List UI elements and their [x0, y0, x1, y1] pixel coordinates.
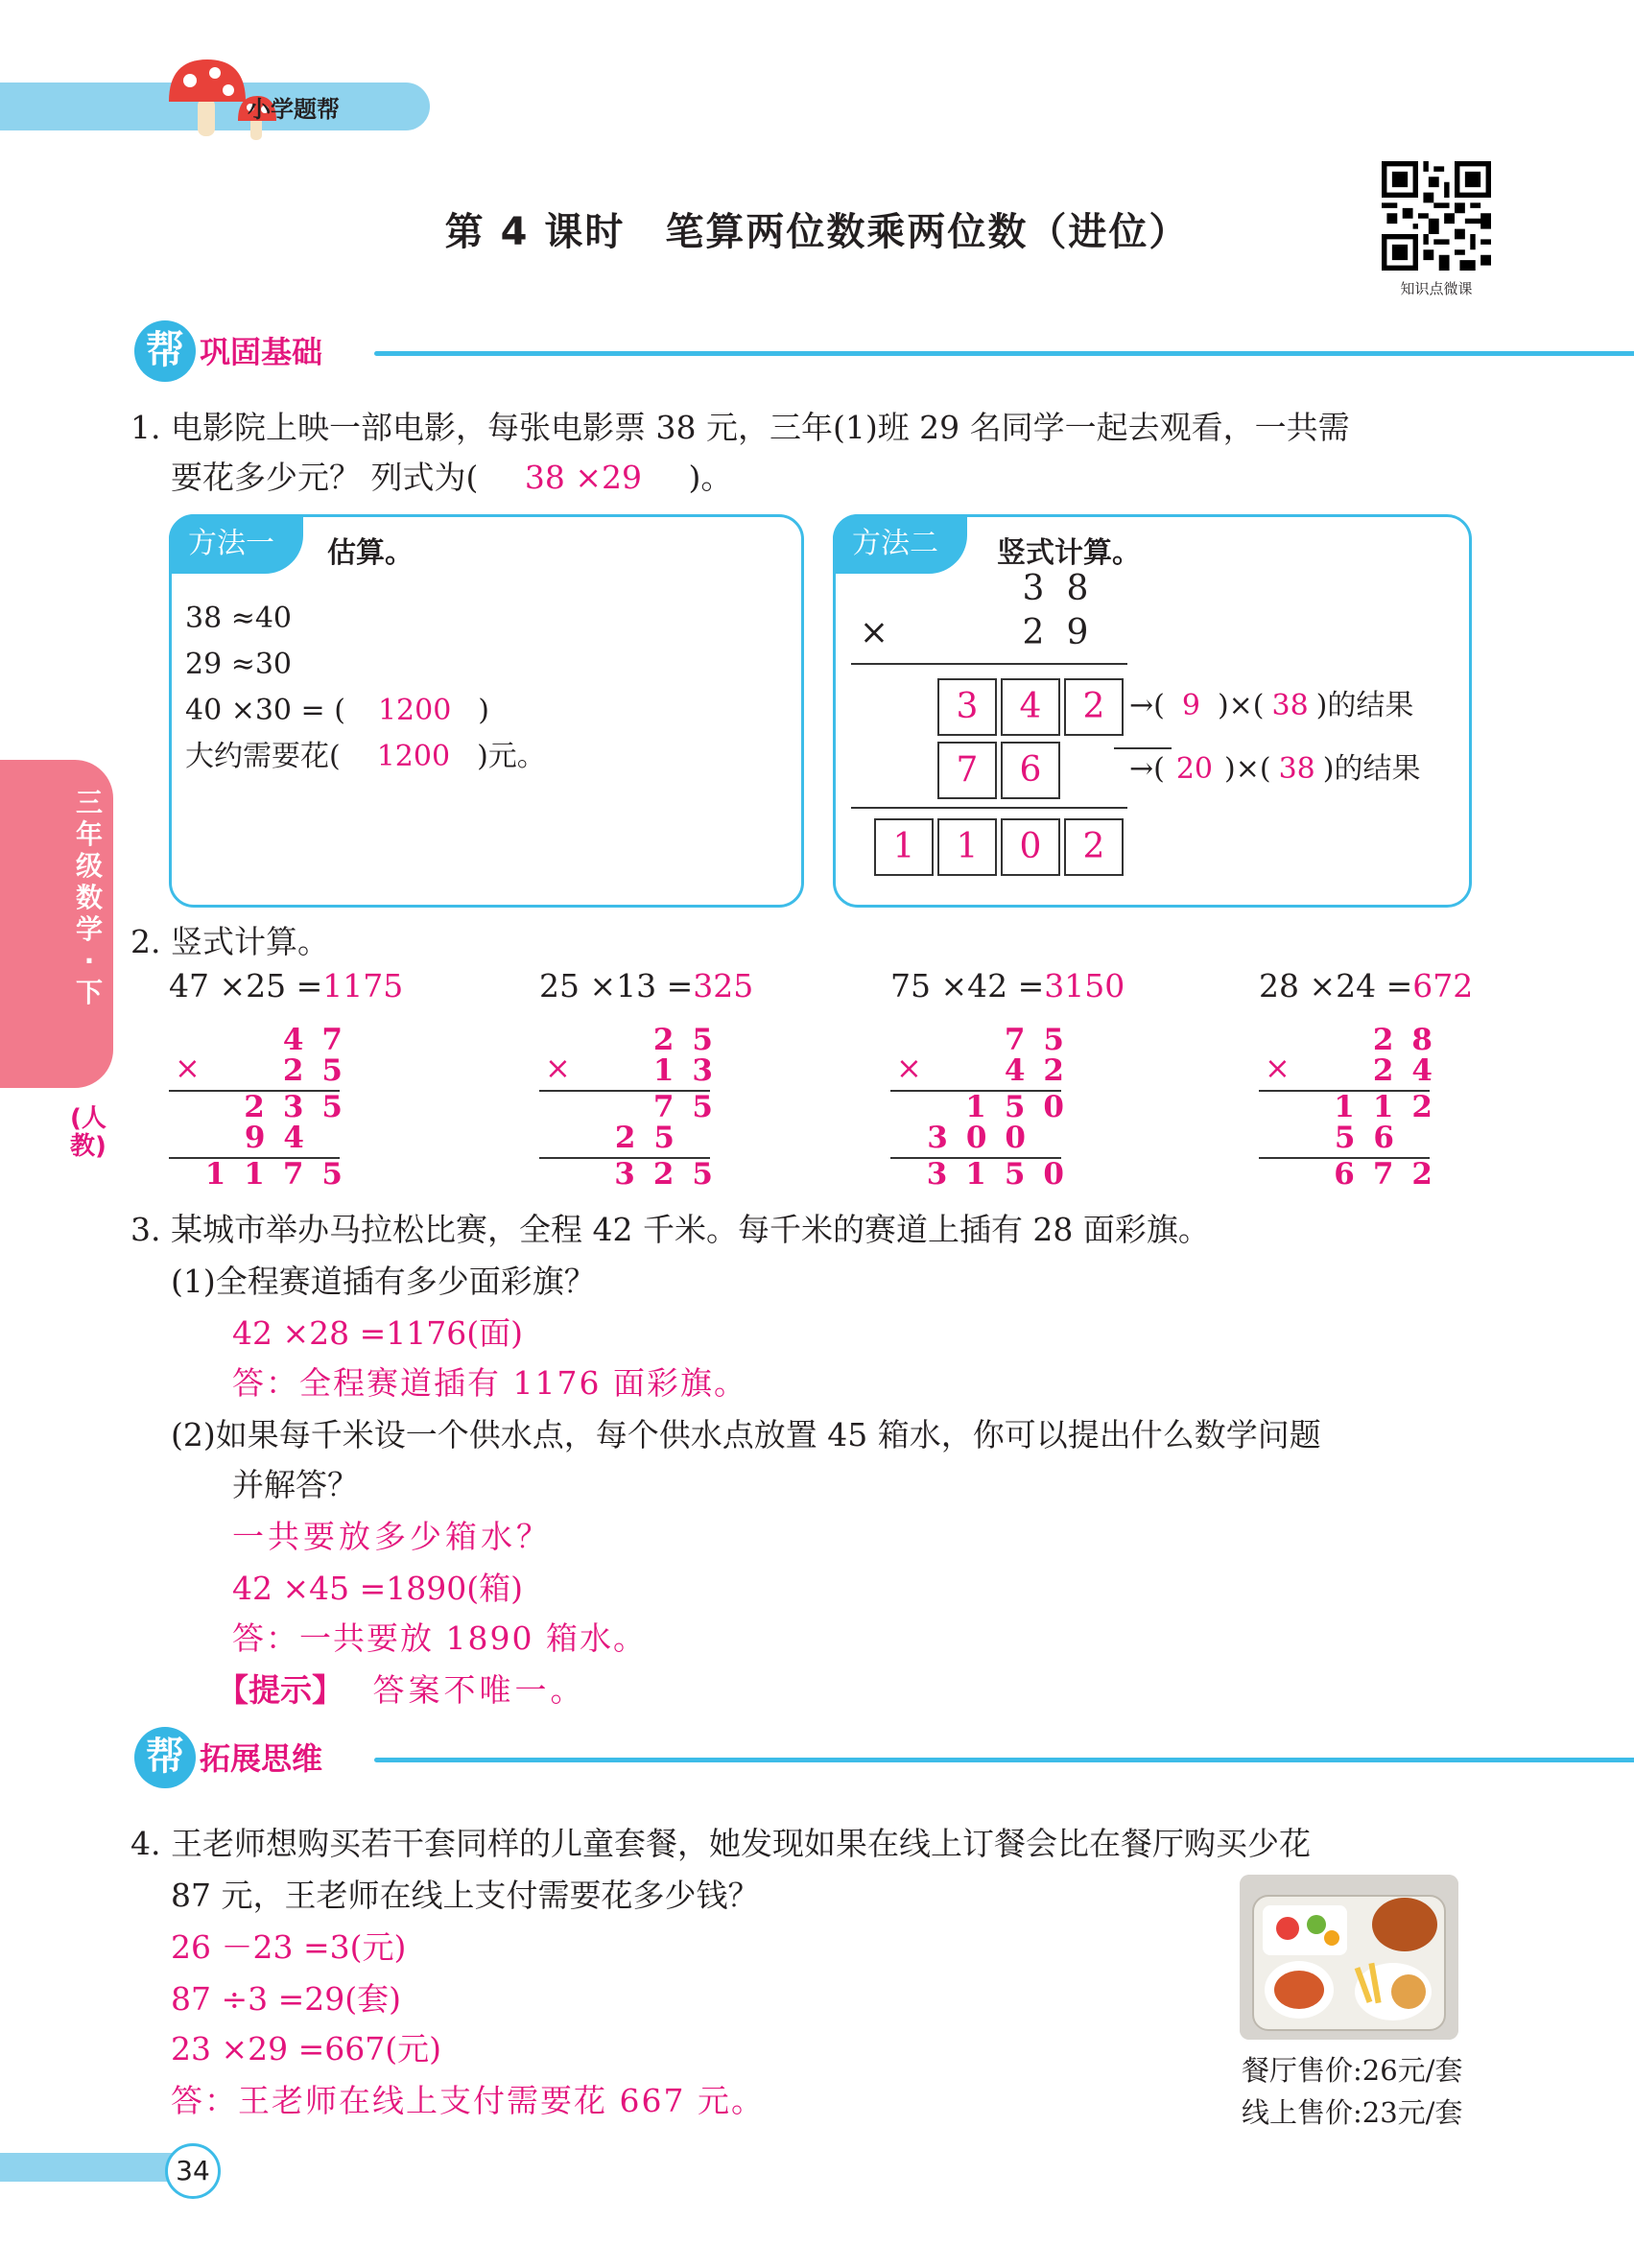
- method1-heading: 估算。: [327, 536, 414, 570]
- calc-answer: 3150: [1044, 967, 1125, 1004]
- m2-partial2-d2: 6: [1001, 742, 1060, 799]
- m2-top-tens: 3: [1022, 569, 1045, 608]
- calc-expression: [169, 967, 403, 1004]
- q1-line2: [171, 453, 842, 503]
- q3-part2-answer: 答：一共要放 1890 箱水。: [232, 1619, 647, 1657]
- calc-partial-2: 56: [1334, 1121, 1412, 1155]
- method1-line4: [185, 734, 546, 780]
- method1-line3: [185, 688, 546, 734]
- method1-box: [169, 514, 804, 908]
- calc-partial-2: 25: [614, 1121, 693, 1155]
- calc-expr: 25 ×13 =: [539, 967, 694, 1004]
- calc-multiplier: 13: [652, 1053, 731, 1088]
- method1-line4-answer: 1200: [376, 740, 451, 773]
- meal-illustration: [1240, 1875, 1458, 2040]
- calc-multiplicand: 47: [282, 1023, 361, 1057]
- side-grade-label: 三年级数学·下: [75, 787, 103, 1008]
- q1-prompt-end: )。: [688, 459, 733, 496]
- calc-expression: [539, 967, 753, 1004]
- method1-work: [185, 596, 546, 780]
- calc-partial-1: 235: [244, 1090, 361, 1124]
- calc-result: 1175: [204, 1157, 361, 1192]
- method1-line3-prefix: 40 ×30 = (: [185, 694, 345, 727]
- q1-line1: 1. 电影院上映一部电影，每张电影票 38 元，三年(1)班 29 名同学一起去观看，一共需: [130, 409, 1350, 446]
- calc-expr: 47 ×25 =: [169, 967, 323, 1004]
- m2-row2-a: 20: [1175, 752, 1214, 786]
- calc-partial-2: 300: [927, 1121, 1044, 1155]
- restaurant-price: 餐厅售价:26元/套: [1242, 2054, 1463, 2087]
- m2-top-ones: 8: [1066, 569, 1089, 608]
- q4-step3: 23 ×29 =667(元): [171, 2030, 441, 2067]
- q3-hint: [217, 1666, 586, 1715]
- method1-line2: 29 ≈30: [185, 648, 293, 681]
- q1-prompt: 要花多少元？ 列式为(: [171, 459, 479, 496]
- calc-result: 325: [614, 1157, 731, 1192]
- page-number: 34: [165, 2143, 221, 2199]
- qr-caption: 知识点微课: [1400, 280, 1473, 297]
- section-title: 巩固基础: [200, 334, 323, 370]
- q4-line1: 4. 王老师想购买若干套同样的儿童套餐，她发现如果在线上订餐会比在餐厅购买少花: [130, 1825, 1311, 1862]
- m2-result-d1: 1: [874, 818, 934, 876]
- vertical-calc: [890, 967, 1125, 1192]
- method1-line4-suffix: )元。: [477, 740, 546, 773]
- m2-rule-2: [851, 807, 1127, 809]
- calc-partial-1: 150: [965, 1090, 1082, 1124]
- m2-partial1-d3: 2: [1064, 678, 1124, 736]
- q4-step1: 26 －23 =3(元): [171, 1928, 407, 1966]
- q3-part2-question: 一共要放多少箱水？: [232, 1518, 552, 1555]
- calc-partial-1: 75: [652, 1090, 731, 1124]
- hint-text: 答案不唯一。: [372, 1671, 586, 1709]
- brand-name: 小学题帮: [248, 96, 340, 123]
- vertical-calc: [169, 967, 404, 1192]
- method2-box: [833, 514, 1472, 908]
- section-badge: 帮: [134, 1727, 196, 1788]
- m2-row1-a: 9: [1181, 689, 1200, 722]
- m2-bottom-ones: 9: [1066, 613, 1089, 652]
- method1-line4-prefix: 大约需要花(: [185, 740, 341, 773]
- m2-row1-close: )的结果: [1315, 689, 1414, 722]
- section-badge: 帮: [134, 320, 196, 382]
- section-divider: [374, 351, 1634, 356]
- online-price: 线上售价:23元/套: [1242, 2096, 1463, 2129]
- m2-explain-row2: [1129, 745, 1420, 793]
- calc-answer: 672: [1412, 967, 1474, 1004]
- m2-result-d4: 2: [1064, 818, 1124, 876]
- calc-expr: 75 ×42 =: [890, 967, 1045, 1004]
- method2-heading: 竖式计算。: [997, 536, 1141, 570]
- calc-multiplier: 24: [1372, 1053, 1451, 1088]
- side-edition-label: (人教): [70, 1104, 107, 1161]
- q3-line1: 3. 某城市举办马拉松比赛，全程 42 千米。每千米的赛道上插有 28 面彩旗。: [130, 1211, 1210, 1248]
- q4-step2: 87 ÷3 =29(套): [171, 1980, 402, 2018]
- m2-partial1-d1: 3: [937, 678, 997, 736]
- calc-expr: 28 ×24 =: [1259, 967, 1413, 1004]
- calc-multiplier: 25: [282, 1053, 361, 1088]
- m2-result-d2: 1: [937, 818, 997, 876]
- method1-tab: 方法一: [169, 514, 303, 574]
- m2-row1-b: 38: [1271, 689, 1309, 722]
- m2-rule-1: [851, 663, 1127, 665]
- calc-times-sign: ×: [545, 1050, 571, 1086]
- calc-result: 672: [1334, 1157, 1451, 1192]
- vertical-calc: [539, 967, 770, 1192]
- m2-bottom-tens: 2: [1022, 613, 1045, 652]
- q2-title: 2. 竖式计算。: [130, 923, 329, 960]
- q4-line2: 87 元，王老师在线上支付需要花多少钱？: [171, 1877, 760, 1914]
- calc-partial-2: 94: [244, 1121, 322, 1155]
- method1-line1: 38 ≈40: [185, 602, 293, 635]
- m2-row2-mid: )×(: [1224, 752, 1271, 786]
- m2-row1-open: →(: [1129, 689, 1165, 722]
- m2-partial2-d1: 7: [937, 742, 997, 799]
- section-divider: [374, 1758, 1634, 1762]
- q1-answer: 38 ×29: [524, 459, 642, 496]
- calc-expression: [1259, 967, 1473, 1004]
- method1-line3-answer: 1200: [377, 694, 452, 727]
- m2-row1-mid: )×(: [1217, 689, 1265, 722]
- calc-partial-1: 112: [1334, 1090, 1451, 1124]
- calc-multiplicand: 25: [652, 1023, 731, 1057]
- section-title: 拓展思维: [200, 1740, 323, 1777]
- m2-partial1-d2: 4: [1001, 678, 1060, 736]
- calc-result: 3150: [926, 1157, 1082, 1192]
- page-title: 第 4 课时 笔算两位数乘两位数（进位）: [444, 210, 1190, 254]
- calc-multiplier: 42: [1004, 1053, 1082, 1088]
- m2-row2-close: )的结果: [1322, 752, 1421, 786]
- m2-times-sign: ×: [859, 613, 889, 652]
- q3-part2-line1: (2)如果每千米设一个供水点，每个供水点放置 45 箱水，你可以提出什么数学问题: [171, 1416, 1321, 1453]
- method2-tab: 方法二: [833, 514, 967, 574]
- calc-multiplicand: 28: [1372, 1023, 1451, 1057]
- calc-answer: 1175: [322, 967, 404, 1004]
- q3-part2-line2: 并解答？: [232, 1466, 359, 1503]
- price-labels: [1242, 2049, 1462, 2134]
- calc-expression: [890, 967, 1125, 1004]
- calc-times-sign: ×: [175, 1050, 201, 1086]
- calc-times-sign: ×: [896, 1050, 922, 1086]
- m2-row2-open: →(: [1129, 752, 1165, 786]
- q3-part1-answer: 答：全程赛道插有 1176 面彩旗。: [232, 1364, 747, 1402]
- hint-label: 【提示】: [217, 1671, 343, 1709]
- m2-result-d3: 0: [1001, 818, 1060, 876]
- calc-multiplicand: 75: [1004, 1023, 1082, 1057]
- calc-times-sign: ×: [1265, 1050, 1291, 1086]
- q4-answer: 答：王老师在线上支付需要花 667 元。: [171, 2082, 765, 2119]
- qr-code-icon[interactable]: [1382, 161, 1491, 271]
- calc-answer: 325: [693, 967, 754, 1004]
- q3-part2-calc: 42 ×45 =1890(箱): [232, 1570, 523, 1607]
- m2-explain-row1: [1129, 682, 1413, 730]
- m2-row2-b: 38: [1278, 752, 1315, 786]
- method1-line3-suffix: ): [478, 694, 490, 727]
- kids-meal-image: [1240, 1875, 1458, 2040]
- vertical-calc: [1259, 967, 1489, 1192]
- q3-part1-calc: 42 ×28 =1176(面): [232, 1314, 523, 1352]
- q3-part1: (1)全程赛道插有多少面彩旗？: [171, 1263, 596, 1300]
